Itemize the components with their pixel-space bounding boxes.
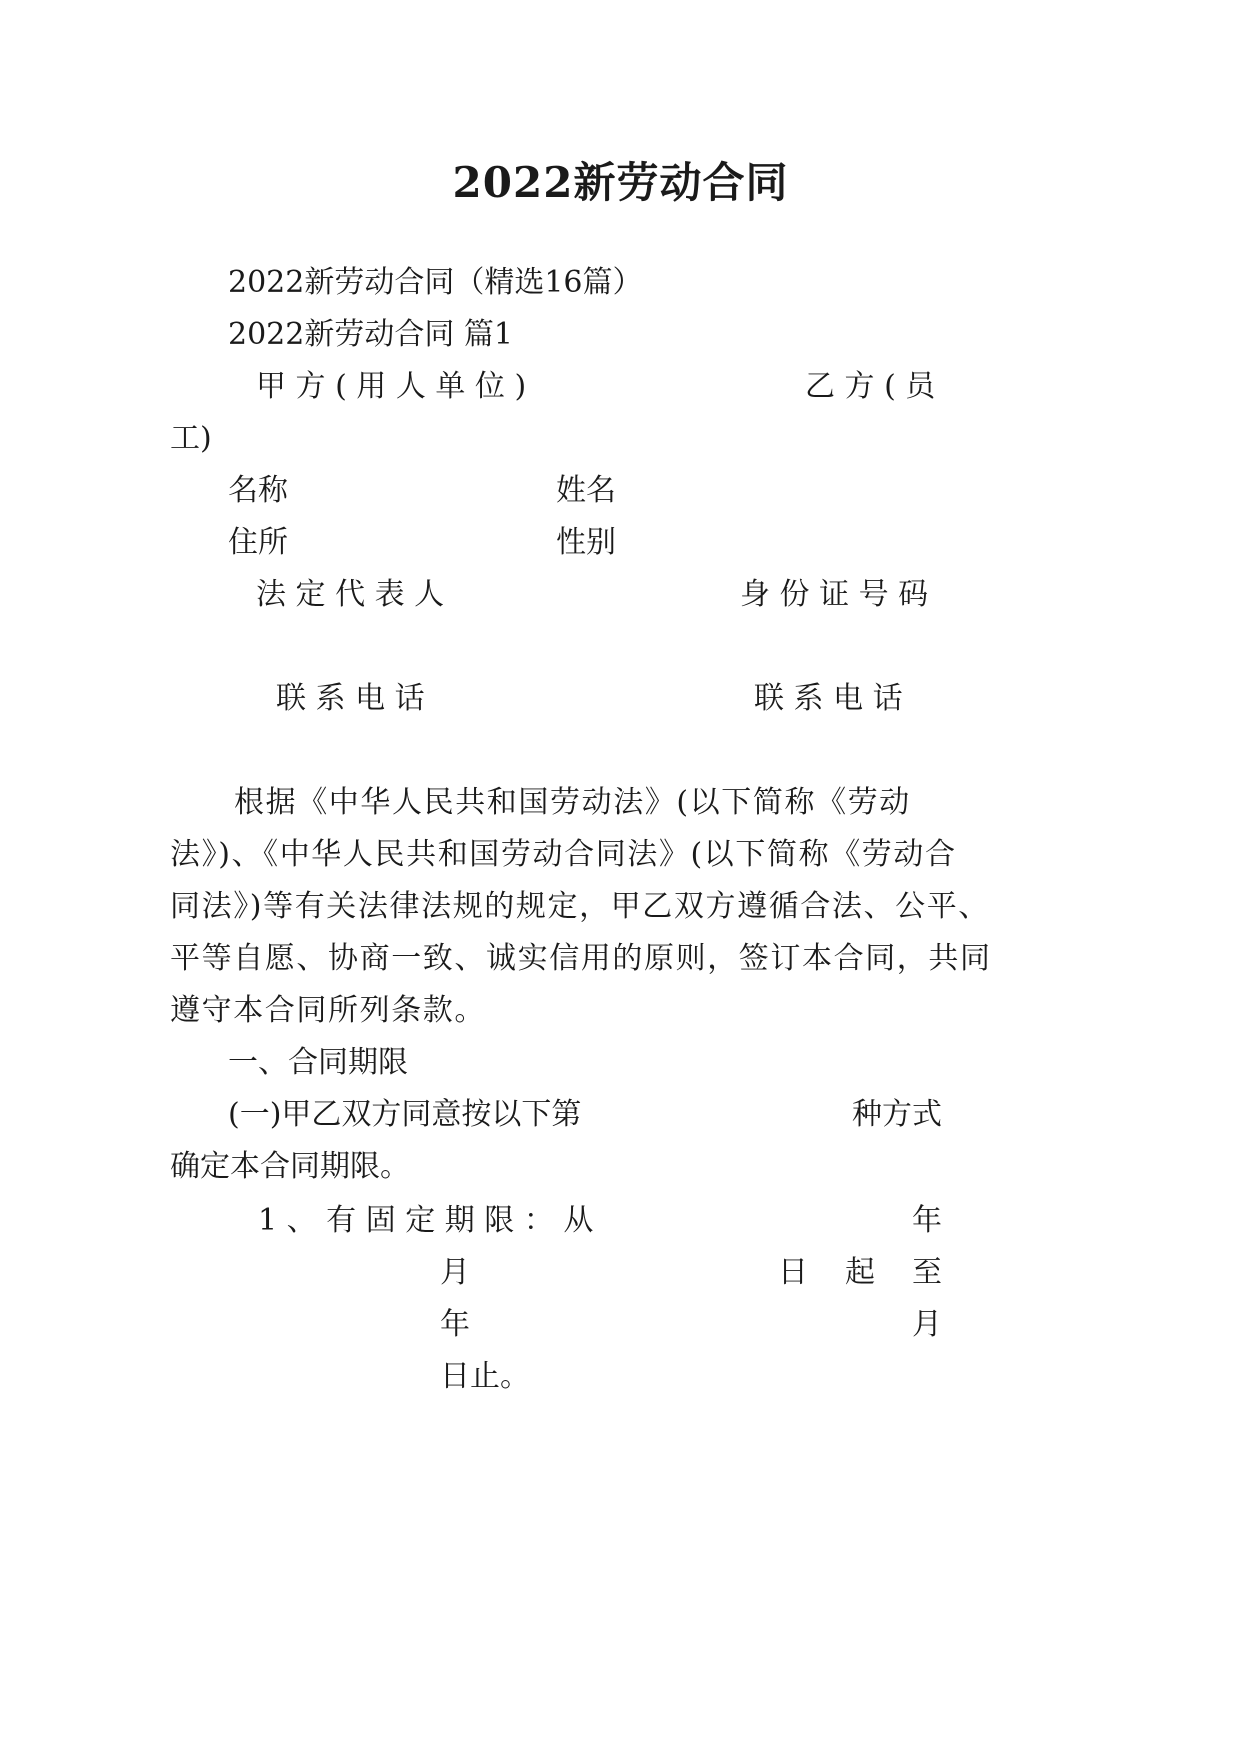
- until-label: 至: [912, 1255, 942, 1290]
- month-label: 月: [912, 1307, 942, 1342]
- id-number-label: 身 份 证 号 码: [740, 577, 929, 612]
- name-label: 名称: [228, 473, 288, 508]
- phone-label-party-b: 联 系 电 话: [754, 681, 903, 716]
- preamble-line: 根据《中华人民共和国劳动法》(以下简称《劳动: [234, 785, 911, 820]
- month-label: 月: [440, 1255, 470, 1290]
- section-heading: 2022新劳动合同 篇1: [228, 317, 513, 352]
- clause-text-continued: 确定本合同期限。: [170, 1149, 410, 1184]
- start-label: 起: [845, 1255, 875, 1290]
- gender-label: 性别: [556, 525, 616, 560]
- preamble-line: 遵守本合同所列条款。: [170, 993, 486, 1028]
- person-name-label: 姓名: [556, 473, 616, 508]
- document-subtitle: 2022新劳动合同（精选16篇）: [228, 265, 643, 300]
- clause-text-suffix: 种方式: [852, 1097, 942, 1132]
- fixed-term-label: 1 、 有 固 定 期 限 ： 从: [258, 1203, 594, 1238]
- year-label: 年: [912, 1203, 942, 1238]
- document-title: 2022新劳动合同: [452, 158, 789, 207]
- party-a-label: 甲 方 ( 用 人 单 位 ): [256, 369, 527, 404]
- preamble-line: 法》)、《中华人民共和国劳动合同法》(以下简称《劳动合: [170, 837, 957, 872]
- phone-label-party-a: 联 系 电 话: [276, 681, 425, 716]
- clause-text: (一)甲乙双方同意按以下第: [228, 1097, 582, 1132]
- end-day-label: 日止。: [440, 1359, 530, 1394]
- day-label: 日: [778, 1255, 808, 1290]
- party-b-label: 乙 方 ( 员: [805, 369, 936, 404]
- year-label: 年: [440, 1307, 470, 1342]
- address-label: 住所: [228, 525, 288, 560]
- legal-rep-label: 法 定 代 表 人: [256, 577, 445, 612]
- preamble-line: 平等自愿、协商一致、诚实信用的原则，签订本合同，共同: [170, 941, 992, 976]
- preamble-line: 同法》)等有关法律法规的规定，甲乙双方遵循合法、公平、: [170, 889, 990, 924]
- clause-heading: 一、合同期限: [228, 1045, 408, 1080]
- party-b-label-continued: 工): [170, 421, 212, 456]
